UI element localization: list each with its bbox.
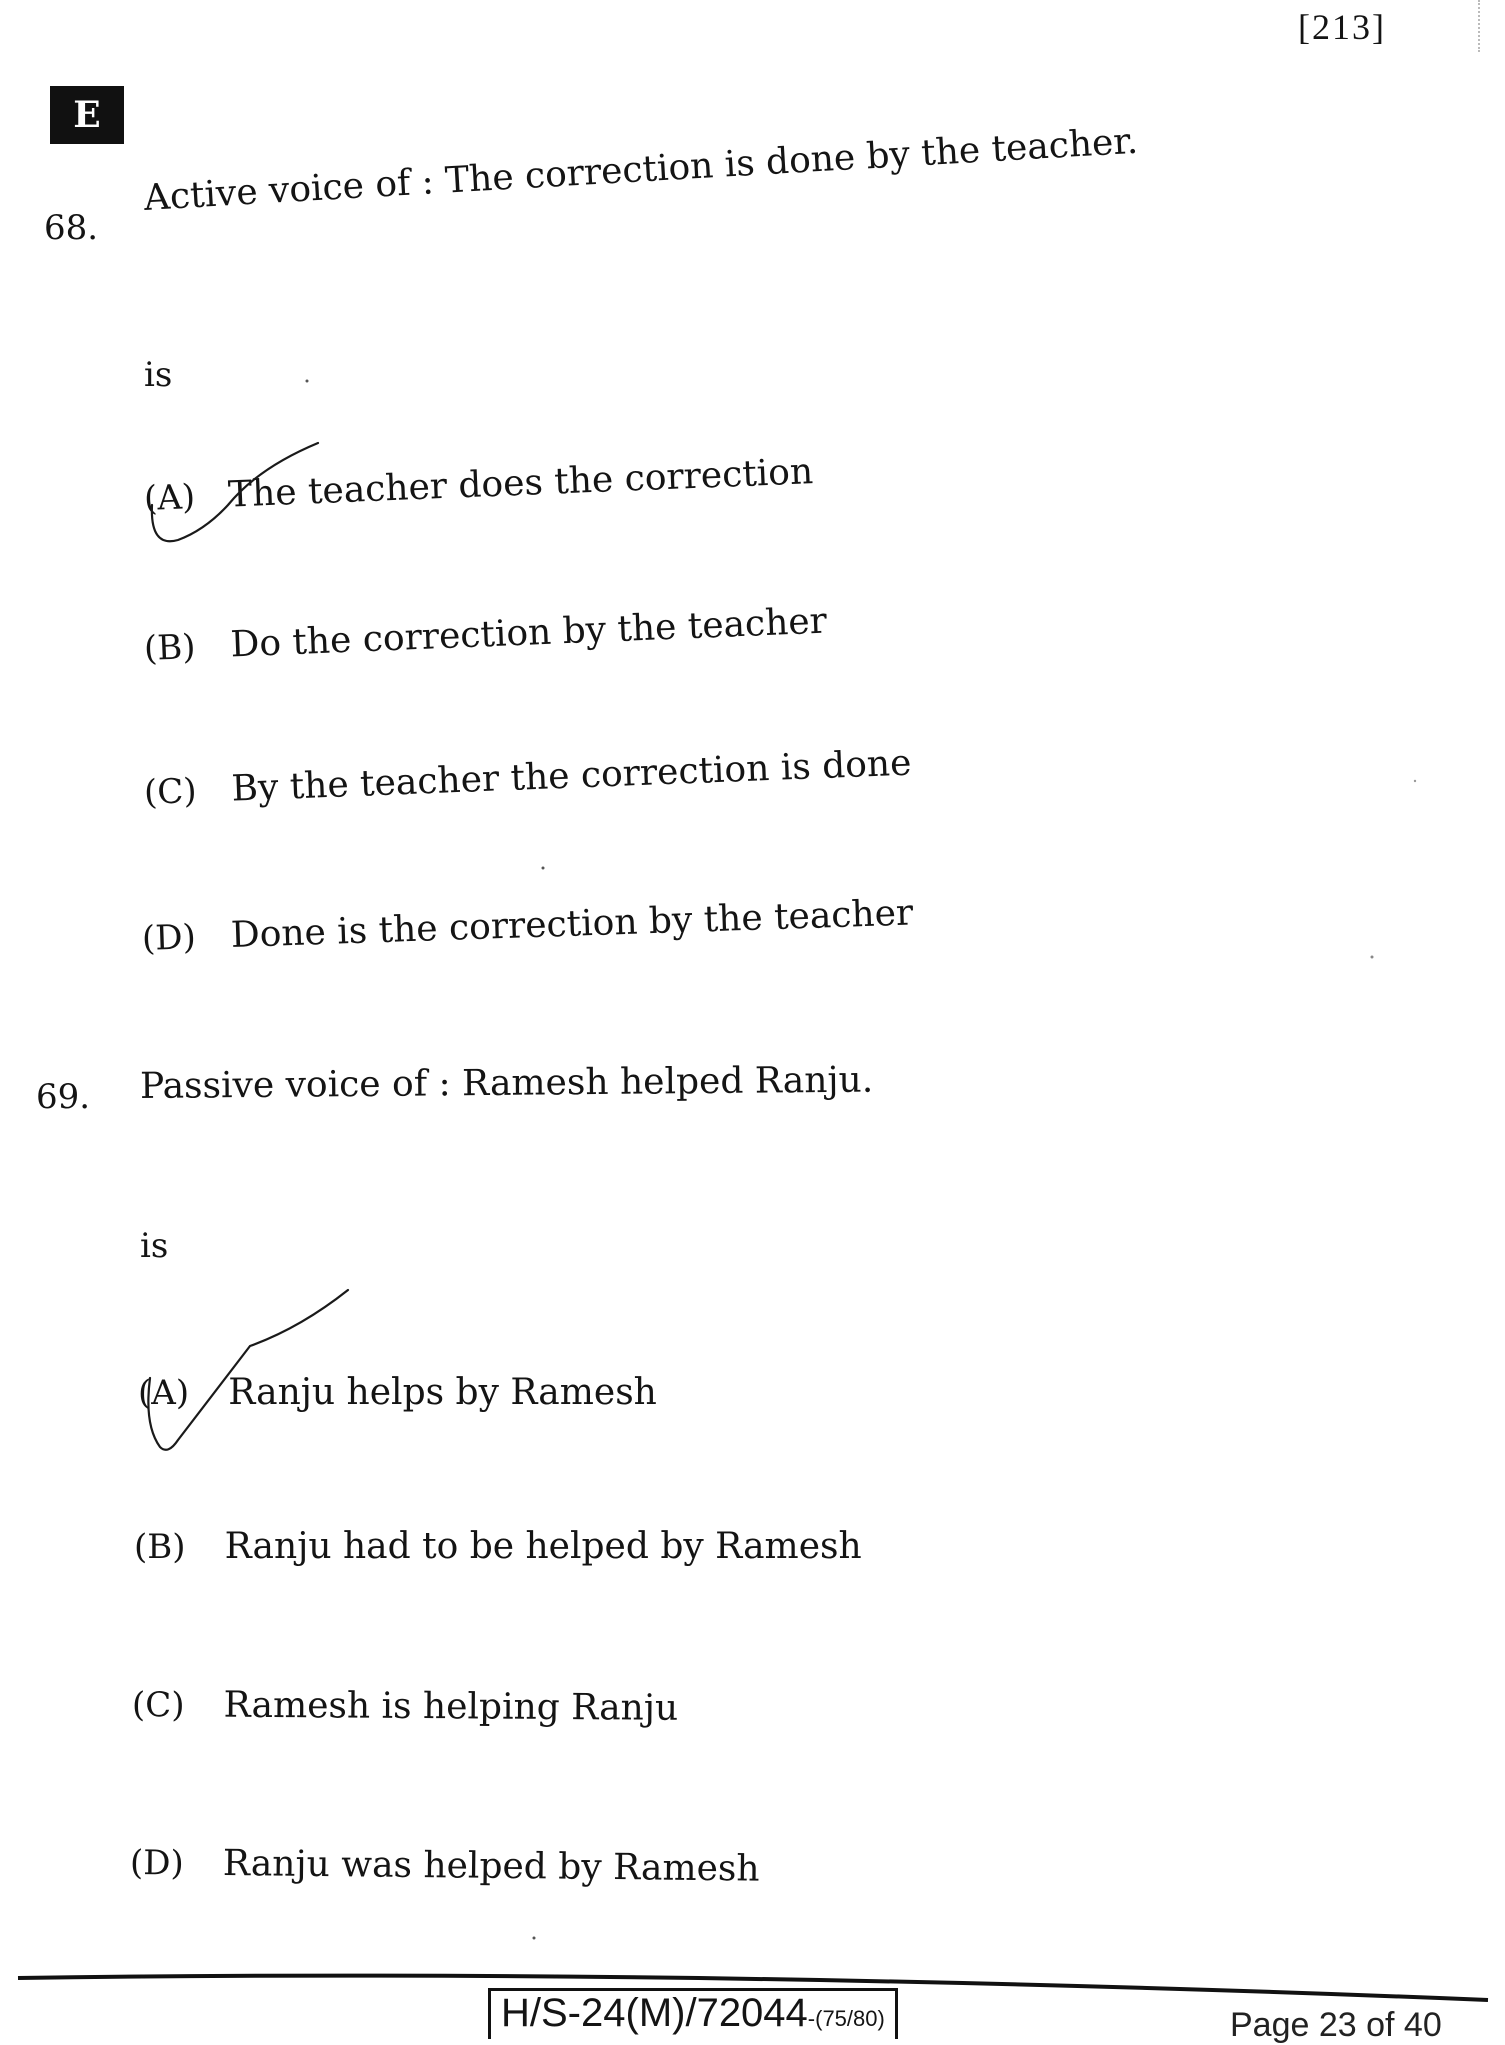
question-number: 68.	[44, 208, 99, 248]
option-label: (D)	[129, 1843, 184, 1884]
paper-code-suffix: -(75/80)	[807, 2006, 885, 2031]
page-counter: Page 23 of 40	[1230, 2006, 1442, 2044]
paper-code	[488, 1988, 898, 2039]
dust-speck	[533, 1937, 536, 1940]
tick-mark-q69	[148, 1290, 348, 1450]
series-badge: E	[50, 86, 124, 144]
paper-code-main: H/S-24(M)/72044	[501, 1991, 808, 2035]
option-label: (B)	[134, 1527, 186, 1567]
option-label: (C)	[131, 1685, 185, 1726]
question-number: 69.	[36, 1077, 91, 1117]
dust-speck	[542, 867, 545, 870]
option-text: Ranju helps by Ramesh	[228, 1372, 657, 1413]
dust-speck	[1414, 780, 1416, 782]
handwritten-page-number: [213]	[1298, 7, 1386, 47]
option-text: By the teacher the correction is done	[230, 742, 913, 810]
question-prompt: Active voice of : The correction is done by the teacher.	[142, 120, 1140, 219]
option-label: (C)	[143, 770, 198, 813]
option-text: Done is the correction by the teacher	[230, 892, 914, 957]
option-text: Ramesh is helping Ranju	[223, 1684, 679, 1729]
option-label: (B)	[143, 626, 197, 669]
option-text: Ranju had to be helped by Ramesh	[224, 1526, 862, 1567]
question-prompt: Passive voice of : Ramesh helped Ranju.	[139, 1059, 874, 1107]
option-text: Do the correction by the teacher	[229, 600, 828, 666]
option-label: (A)	[138, 1373, 190, 1413]
option-text: Ranju was helped by Ramesh	[222, 1842, 760, 1890]
option-text: The teacher does the correction	[227, 451, 814, 516]
question-connector: is	[144, 355, 173, 395]
option-label: (D)	[141, 917, 197, 959]
question-connector: is	[140, 1226, 169, 1266]
dust-speck	[1371, 956, 1374, 959]
dust-speck	[306, 380, 309, 383]
tick-mark-q68	[152, 443, 318, 541]
option-label: (A)	[143, 476, 196, 519]
